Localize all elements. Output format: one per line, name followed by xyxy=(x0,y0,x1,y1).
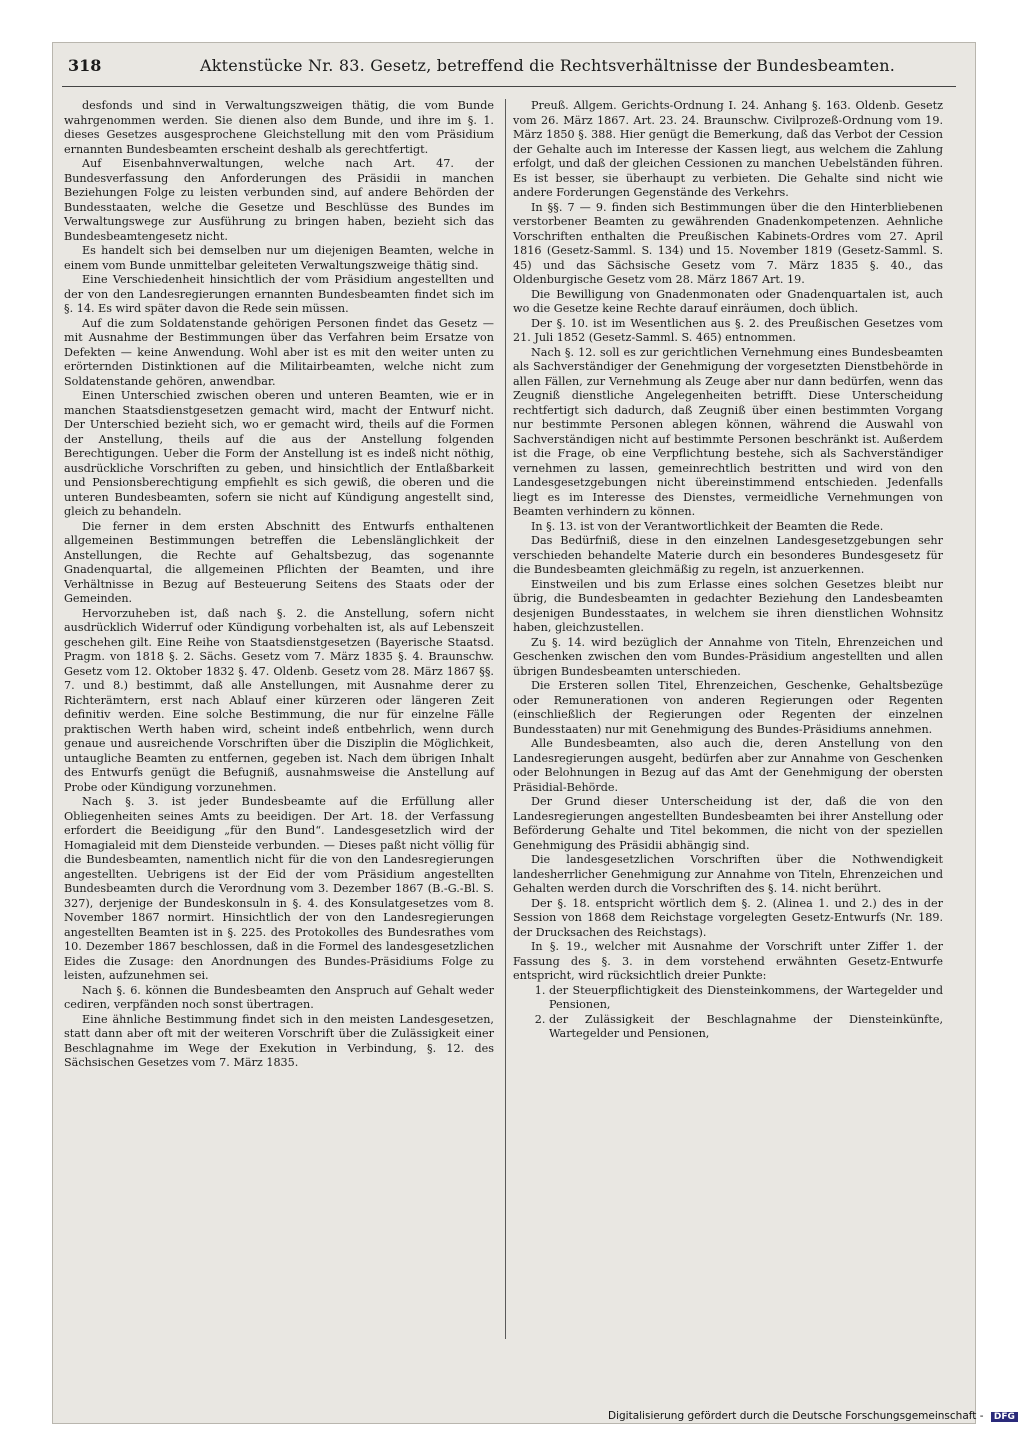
paragraph: Die Bewilligung von Gnadenmonaten oder Gnadenquartalen ist, auch wo die Gesetze keine Rechte darauf einräumen, doch üblich. xyxy=(513,287,943,315)
paragraph: Es handelt sich bei demselben nur um diejenigen Beamten, welche in einem vom Bunde unmittelbar geleiteten Verwaltungszweige thätig sind. xyxy=(64,244,494,272)
header-rule xyxy=(62,86,956,87)
running-title: Aktenstücke Nr. 83. Gesetz, betreffend die Rechtsverhältnisse der Bundesbeamten. xyxy=(200,56,896,75)
paragraph: In §. 13. ist von der Verantwortlichkeit der Beamten die Rede. xyxy=(531,519,884,533)
dfg-logo: DFG xyxy=(991,1412,1018,1422)
paragraph: Nach §. 3. ist jeder Bundesbeamte auf die Erfüllung aller Obliegenheiten seines Amts zu beeidigen. Der Art. 18. der Verfassung erfordert die Beeidigung „für den Bund“. Landesgesetzlich wird der Homagialeid mit dem Diensteide verbunden. — Dieses paßt nicht völlig für die Bundesbeamten, namentlich nicht für die von den Landesregierungen angestellten. Uebrigens ist der Eid der vom Präsidium angestellten Bundesbeamten durch die Verordnung vom 3. Dezember 1867 (B.-G.-Bl. S. 327), derjenige der Bundeskonsuln in §. 4. des Konsulatgesetzes vom 8. November 1867 normirt. Hinsichtlich der von den Landesregierungen angestellten Beamten ist in §. 225. des Protokolles des Bundesrathes vom 10. Dezember 1867 beschlossen, daß in die Formel des landesgesetzlichen Eides die Zusage: den Anordnungen des Bundes-Präsidiums Folge zu leisten, aufzunehmen sei. xyxy=(64,795,494,982)
column-divider xyxy=(505,99,506,1339)
paragraph: In §. 19., welcher mit Ausnahme der Vorschrift unter Ziffer 1. der Fassung des §. 3. in dem vorstehend erwähnten Gesetz-Entwurfe entspricht, wird rücksichtlich dreier Punkte: xyxy=(513,940,943,982)
page-number: 318 xyxy=(68,56,102,75)
paragraph: Der Grund dieser Unterscheidung ist der, daß die von den Landesregierungen angestellten Bundesbeamten bei ihrer Anstellung oder Beförderung Gehalte und Titel bekommen, die nicht von der speziellen Genehmigung des Präsidii abhängig sind. xyxy=(513,795,943,852)
left-column xyxy=(64,99,494,1337)
paragraph: Auf Eisenbahnverwaltungen, welche nach Art. 47. der Bundesverfassung den Anforderungen des Präsidii in manchen Beziehungen Folge zu leisten verbunden sind, auf andere Behörden der Bundesstaaten, welche die Gesetze und Beschlüsse des Bundes im Verwaltungswege zur Ausführung zu bringen haben, bezieht sich das Bundesbeamtengesetz nicht. xyxy=(64,157,494,243)
paragraph: Nach §. 6. können die Bundesbeamten den Anspruch auf Gehalt weder cediren, verpfänden noch sonst übertragen. xyxy=(64,983,494,1011)
paragraph: Eine Verschiedenheit hinsichtlich der vom Präsidium angestellten und der von den Landesregierungen ernannten Bundesbeamten findet sich im §. 14. Es wird später davon die Rede sein müssen. xyxy=(64,273,494,315)
paragraph: Eine ähnliche Bestimmung findet sich in den meisten Landesgesetzen, statt dann aber oft mit der weiteren Vorschrift über die Zulässigkeit einer Beschlagnahme im Wege der Exekution in Verbindung, §. 12. des Sächsischen Gesetzes vom 7. März 1835. xyxy=(64,1012,494,1069)
paragraph: Preuß. Allgem. Gerichts-Ordnung I. 24. Anhang §. 163. Oldenb. Gesetz vom 26. März 1867. Art. 23. 24. Braunschw. Civilprozeß-Ordnung vom 19. März 1850 §. 388. Hier genügt die Bemerkung, daß das Verbot der Cession der Gehalte auch im Interesse der Kassen liegt, aus welchem die Zahlung erfolgt, und daß der gleichen Cessionen zu manchen Uebelständen führen. Es ist besser, sie überhaupt zu verbieten. Die Gehalte sind nicht wie andere Forderungen Gegenstände des Verkehrs. xyxy=(513,99,943,199)
paragraph: desfonds und sind in Verwaltungszweigen thätig, die vom Bunde wahrgenommen werden. Sie dienen also dem Bunde, und ihre im §. 1. dieses Gesetzes ausgesprochene Gleichstellung mit den vom Präsidium ernannten Bundesbeamten erscheint deshalb als gerechtfertigt. xyxy=(64,99,494,156)
right-paragraphs xyxy=(513,99,943,984)
paragraph: Die ferner in dem ersten Abschnitt des Entwurfs enthaltenen allgemeinen Bestimmungen betreffen die Lebenslänglichkeit der Anstellungen, die Rechte auf Gehaltsbezug, das sogenannte Gnadenquartal, die allgemeinen Pflichten der Beamten, und ihre Verhältnisse in Bezug auf Besteuerung Seitens des Staats oder der Gemeinden. xyxy=(64,519,494,605)
paragraph: Einstweilen und bis zum Erlasse eines solchen Gesetzes bleibt nur übrig, die Bundesbeamten in gedachter Beziehung den Landesbeamten desjenigen Bundesstaates, in welchem sie ihren dienstlichen Wohnsitz haben, gleichzustellen. xyxy=(513,577,943,634)
paragraph: Der §. 18. entspricht wörtlich dem §. 2. (Alinea 1. und 2.) des in der Session von 1868 dem Reichstage vorgelegten Gesetz-Entwurfs (Nr. 189. der Drucksachen des Reichstags). xyxy=(513,896,943,939)
paragraph: Auf die zum Soldatenstande gehörigen Personen findet das Gesetz — mit Ausnahme der Bestimmungen über das Verfahren beim Ersatze von Defekten — keine Anwendung. Wohl aber ist es mit den weiter unten zu erörternden Distinktionen auf die Militairbeamten, welche nicht zum Soldatenstande gehören, anwendbar. xyxy=(64,316,494,388)
paragraph: Einen Unterschied zwischen oberen und unteren Beamten, wie er in manchen Staatsdienstgesetzen gemacht wird, macht der Entwurf nicht. Der Unterschied bezieht sich, wo er gemacht wird, theils auf die Formen der Anstellung, theils auf die aus der Anstellung folgenden Berechtigungen. Ueber die Form der Anstellung ist es indeß nicht nöthig, ausdrückliche Vorschriften zu geben, und hinsichtlich der Entlaßbarkeit und Pensionsberechtigung empfiehlt es sich gewiß, die oberen und die unteren Bundesbeamten, sofern sie nicht auf Kündigung angestellt sind, gleich zu behandeln. xyxy=(64,389,494,518)
footer-credit xyxy=(608,1410,1015,1428)
paragraph: Der §. 10. ist im Wesentlichen aus §. 2. des Preußischen Gesetzes vom 21. Juli 1852 (Gesetz-Samml. S. 465) entnommen. xyxy=(513,316,943,344)
footer-text: Digitalisierung gefördert durch die Deutsche Forschungsgemeinschaft - xyxy=(608,1410,984,1422)
paragraph: Zu §. 14. wird bezüglich der Annahme von Titeln, Ehrenzeichen und Geschenken zwischen den vom Bundes-Präsidium angestellten und allen übrigen Bundesbeamten unterschieden. xyxy=(513,635,943,678)
paragraph: Nach §. 12. soll es zur gerichtlichen Vernehmung eines Bundesbeamten als Sachverständiger der Genehmigung der vorgesetzten Dienstbehörde in allen Fällen, zur Vernehmung als Zeuge aber nur dann bedürfen, wenn das Zeugniß dienstliche Angelegenheiten betrifft. Diese Unterscheidung rechtfertigt sich dadurch, daß Zeugniß über einen bestimmten Vorgang nur bestimmte Personen ablegen können, während die Auswahl von Sachverständigen nicht auf bestimmte Personen beschränkt ist. Außerdem ist die Frage, ob eine Verpflichtung bestehe, sich als Sachverständiger vernehmen zu lassen, gemeinrechtlich bestritten und wird von den Landesgesetzgebungen nicht übereinstimmend entschieden. Jedenfalls liegt es im Interesse des Dienstes, vermeidliche Vernehmungen von Beamten verhindern zu können. xyxy=(513,345,943,518)
list-item: 1. der Steuerpflichtigkeit des Diensteinkommens, der Wartegelder und Pensionen, xyxy=(549,984,943,1013)
list-item: 2. der Zulässigkeit der Beschlagnahme der Diensteinkünfte, Wartegelder und Pensionen, xyxy=(549,1013,943,1042)
numbered-points xyxy=(513,984,943,1042)
paragraph: Die Ersteren sollen Titel, Ehrenzeichen, Geschenke, Gehaltsbezüge oder Remunerationen von anderen Regierungen oder Regenten (einschließlich der Regierungen oder Regenten der einzelnen Bundesstaaten) nur mit Genehmigung des Bundes-Präsidiums annehmen. xyxy=(513,679,943,736)
paragraph: Das Bedürfniß, diese in den einzelnen Landesgesetzgebungen sehr verschieden behandelte Materie durch ein besonderes Bundesgesetz für die Bundesbeamten gleichmäßig zu regeln, ist anzuerkennen. xyxy=(513,534,943,576)
paragraph: Die landesgesetzlichen Vorschriften über die Nothwendigkeit landesherrlicher Genehmigung zur Annahme von Titeln, Ehrenzeichen und Gehalten werden durch die Vorschriften des §. 14. nicht berührt. xyxy=(513,853,943,895)
page-header xyxy=(60,54,960,80)
right-column xyxy=(513,99,943,1337)
paragraph: Hervorzuheben ist, daß nach §. 2. die Anstellung, sofern nicht ausdrücklich Widerruf oder Kündigung vorbehalten ist, als auf Lebenszeit geschehen gilt. Eine Reihe von Staatsdienstgesetzen (Bayerische Staatsd. Pragm. von 1818 §. 2. Sächs. Gesetz vom 7. März 1835 §. 4. Braunschw. Gesetz vom 12. Oktober 1832 §. 47. Oldenb. Gesetz vom 28. März 1867 §§. 7. und 8.) bestimmt, daß alle Anstellungen, mit Ausnahme derer zu Richterämtern, erst nach Ablauf einer kürzeren oder längeren Zeit definitiv werden. Eine solche Bestimmung, die nur für einzelne Fälle praktischen Werth haben wird, scheint indeß entbehrlich, wenn durch genaue und ausreichende Vorschriften über die Disziplin die Möglichkeit, untaugliche Beamten zu entfernen, gegeben ist. Nach dem übrigen Inhalt des Entwurfs genügt die Befugniß, ausnahmsweise die Anstellung auf Probe oder Kündigung vorzunehmen. xyxy=(64,606,494,794)
paragraph: Alle Bundesbeamten, also auch die, deren Anstellung von den Landesregierungen ausgeht, bedürfen aber zur Annahme von Geschenken oder Belohnungen in Bezug auf das Amt der Genehmigung der obersten Präsidial-Behörde. xyxy=(513,737,943,794)
paragraph: In §§. 7 — 9. finden sich Bestimmungen über die den Hinterbliebenen verstorbener Beamten zu gewährenden Gnadenkompetenzen. Aehnliche Vorschriften enthalten die Preußischen Kabinets-Ordres vom 27. April 1816 (Gesetz-Samml. S. 134) und 15. November 1819 (Gesetz-Samml. S. 45) und das Sächsische Gesetz vom 7. März 1835 §. 40., das Oldenburgische Gesetz vom 28. März 1867 Art. 19. xyxy=(513,200,943,286)
